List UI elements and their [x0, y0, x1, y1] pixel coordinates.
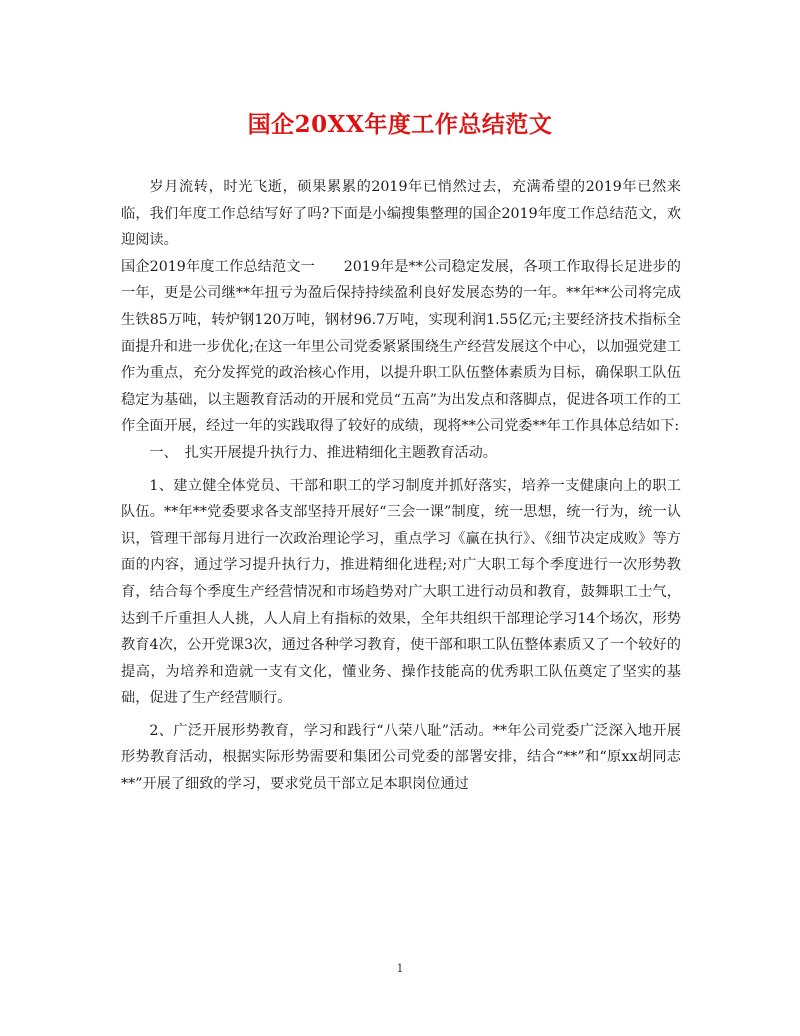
list-item-2: 2、广泛开展形势教育，学习和践行“八荣八耻”活动。**年公司党委广泛深入地开展形势教育活动，根据实际形势需要和集团公司党委的部署安排，结合“**”和“原xx胡同志**”开展了细致的学习，要求党员干部立足本职岗位通过 — [121, 722, 681, 793]
page-number: 1 — [396, 962, 404, 975]
intro-paragraph: 岁月流转，时光飞逝，硕果累累的2019年已悄然过去，充满希望的2019年已然来临，我们年度工作总结写好了吗?下面是小编搜集整理的国企2019年度工作总结范文，欢迎阅读。 — [121, 179, 681, 249]
section-heading-1: 一、 扎实开展提升执行力、推进精细化主题教育活动。 — [149, 444, 497, 461]
list-item-1: 1、建立健全体党员、干部和职工的学习制度并抓好落实，培养一支健康向上的职工队伍。**年**党委要求各支部坚持开展好“三会一课”制度，统一思想，统一行为，统一认识，管理干部每月进行一次政治理论学习，重点学习《赢在执行》、《细节决定成败》等方面的内容，通过学习提升执行力，推进精细化进程;对广大职工每个季度进行一次形势教育，结合每个季度生产经营情况和市场趋势对广大职工进行动员和教育，鼓舞职工士气，达到千斤重担人人挑，人人肩上有指标的效果，全年共组织干部理论学习14个场次，形势教育4次，公开党课3次，通过各种学习教育，使干部和职工队伍整体素质又了一个较好的提高，为培养和造就一支有文化，懂业务、操作技能高的优秀职工队伍奠定了坚实的基础，促进了生产经营顺行。 — [121, 477, 681, 707]
document-body — [121, 174, 681, 798]
document-title: 国企20XX年度工作总结范文 — [247, 111, 553, 138]
body-paragraph-1: 国企2019年度工作总结范文一 2019年是**公司稳定发展，各项工作取得长足进步的一年，更是公司继**年扭亏为盈后保持持续盈利良好发展态势的一年。**年**公司将完成生铁85万吨，转炉钢120万吨，钢材96.7万吨，实现利润1.55亿元;主要经济技术指标全面提升和进一步优化;在这一年里公司党委紧紧围绕生产经营发展这个中心，以加强党建工作为重点，充分发挥党的政治核心作用，以提升职工队伍整体素质为目标，确保职工队伍稳定为基础，以主题教育活动的开展和党员“五高”为出发点和落脚点，促进各项工作的工作全面开展，经过一年的实践取得了较好的成绩，现将**公司党委**年工作具体总结如下: — [121, 258, 681, 435]
